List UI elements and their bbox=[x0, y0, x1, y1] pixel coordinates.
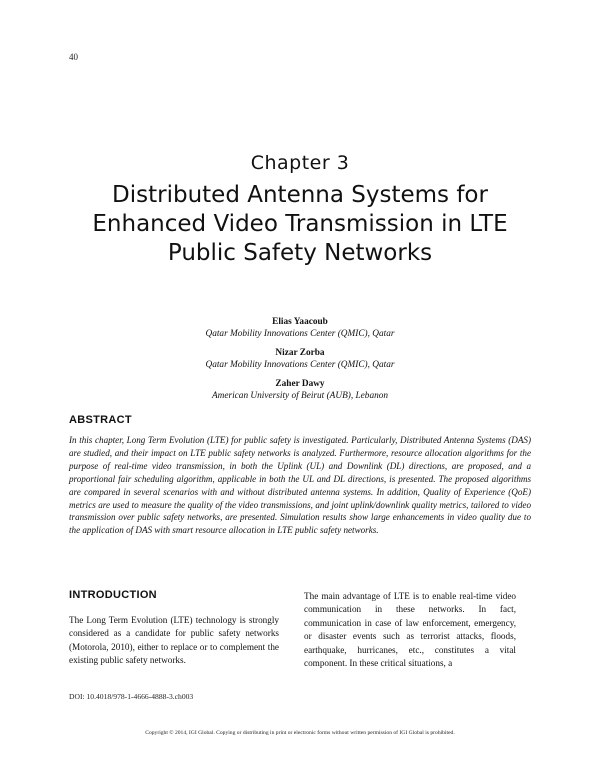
copyright-notice: Copyright © 2014, IGI Global. Copying or distributing in print or electronic forms without written permission of IGI Global is prohibited. bbox=[145, 730, 455, 736]
introduction-heading: INTRODUCTION bbox=[69, 589, 157, 601]
introduction-right-column: The main advantage of LTE is to enable real-time video communication in these networks. In fact, communication in case of law enforcement, emergency, or disaster events such as terrorist attacks, floods, earthquake, hurricanes, etc., constitutes a vital component. In these critical situations, a bbox=[304, 591, 516, 669]
author-block bbox=[0, 378, 600, 402]
author-name: Zaher Dawy bbox=[275, 379, 325, 389]
author-block bbox=[0, 347, 600, 371]
author-block bbox=[0, 316, 600, 340]
page-number: 40 bbox=[69, 52, 78, 62]
abstract-heading: ABSTRACT bbox=[69, 414, 132, 426]
abstract-text: In this chapter, Long Term Evolution (LTE) for public safety is investigated. Particularly, Distributed Antenna Systems (DAS) are studied, and their impact on LTE public safety networks is analyzed. Furthermore, resource allocation algorithms for the purpose of real-time video transmission, in both the Uplink (UL) and Downlink (DL) directions, are proposed, and a proportional fair scheduling algorithm, applicable in both the UL and DL directions, is presented. The proposed algorithms are compared in several scenarios with and without distributed antenna systems. In addition, Quality of Experience (QoE) metrics are used to measure the quality of the video transmissions, and joint uplink/downlink quality metrics, tailored to video transmission over public safety networks, are presented. Simulation results show large enhancements in video quality due to the application of DAS with smart resource allocation in LTE public safety networks. bbox=[69, 435, 531, 536]
chapter-title: Distributed Antenna Systems for Enhanced Video Transmission in LTE Public Safety Networks bbox=[92, 182, 508, 266]
author-name: Elias Yaacoub bbox=[272, 317, 328, 327]
chapter-label: Chapter 3 bbox=[250, 152, 350, 174]
author-list bbox=[0, 316, 600, 409]
author-name: Nizar Zorba bbox=[275, 348, 325, 358]
author-affiliation: Qatar Mobility Innovations Center (QMIC), Qatar bbox=[205, 329, 395, 339]
author-affiliation: Qatar Mobility Innovations Center (QMIC), Qatar bbox=[205, 360, 395, 370]
author-affiliation: American University of Beirut (AUB), Lebanon bbox=[211, 391, 389, 401]
doi: DOI: 10.4018/978-1-4666-4888-3.ch003 bbox=[69, 692, 194, 701]
introduction-left-column: The Long Term Evolution (LTE) technology is strongly considered as a candidate for public safety networks (Motorola, 2010), either to replace or to complement the existing public safety networks. bbox=[69, 615, 279, 666]
